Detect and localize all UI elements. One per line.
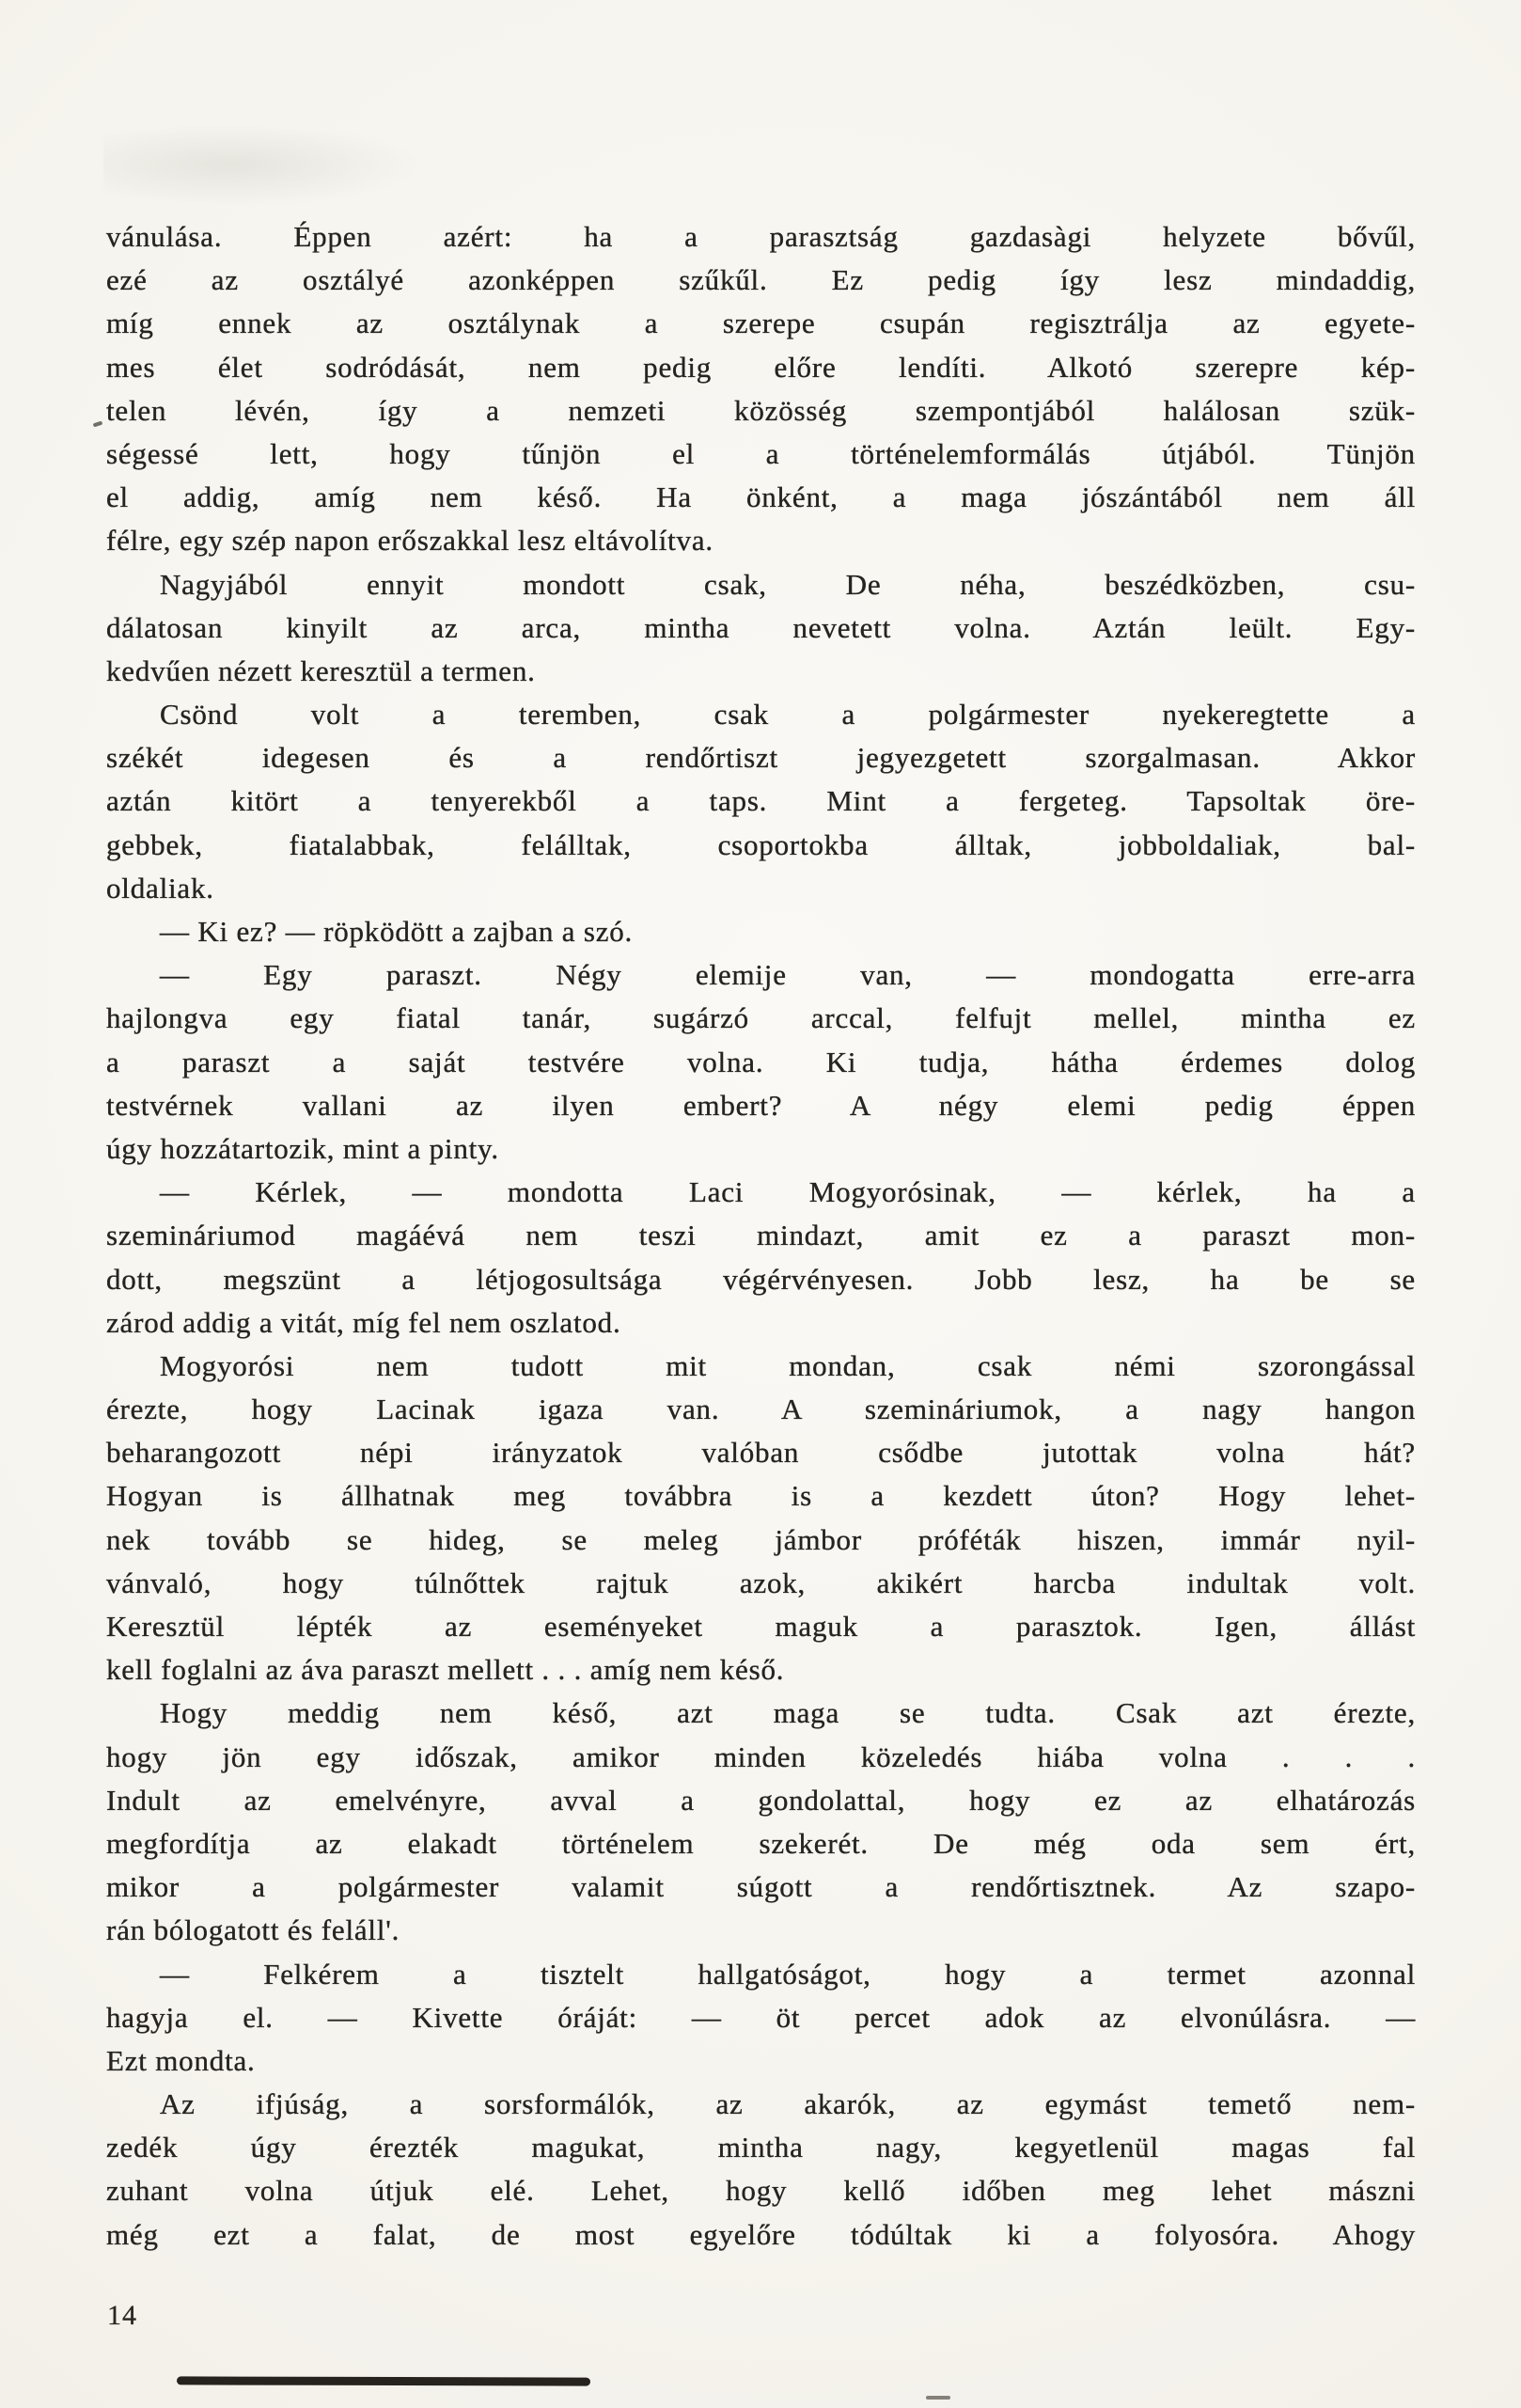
text-line: kell foglalni az áva paraszt mellett . . . amíg nem késő. xyxy=(106,1653,785,1687)
text-line: zárod addig a vitát, míg fel nem oszlatod. xyxy=(106,1305,621,1339)
text-line: székét idegesen és a rendőrtiszt jegyezgetett szorgalmasan. Akkor xyxy=(106,741,1416,775)
text-line: nek tovább se hideg, se meleg jámbor próféták hiszen, immár nyil- xyxy=(106,1522,1416,1556)
text-line: mikor a polgármester valamit súgott a rendőrtisztnek. Az szapo- xyxy=(106,1870,1416,1904)
text-line: el addig, amíg nem késő. Ha önként, a maga jószántából nem áll xyxy=(106,480,1416,514)
text-line: aztán kitört a tenyerekből a taps. Mint a fergeteg. Tapsoltak öre- xyxy=(106,784,1416,818)
text-line: — Kérlek, — mondotta Laci Mogyorósinak, — kérlek, ha a xyxy=(160,1175,1416,1209)
text-line: megfordítja az elakadt történelem szekerét. De még oda sem ért, xyxy=(106,1826,1416,1860)
text-line: zedék úgy érezték magukat, mintha nagy, kegyetlenül magas fal xyxy=(106,2131,1416,2164)
text-line: mes élet sodródását, nem pedig előre lendíti. Alkotó szerepre kép- xyxy=(106,350,1416,384)
text-line: míg ennek az osztálynak a szerepe csupán regisztrálja az egyete- xyxy=(106,307,1416,340)
text-line: zuhant volna útjuk elé. Lehet, hogy kellő időben meg lehet mászni xyxy=(106,2174,1416,2208)
text-line: érezte, hogy Lacinak igaza van. A szemináriumok, a nagy hangon xyxy=(106,1393,1416,1426)
text-line: még ezt a falat, de most egyelőre tódúltak ki a folyosóra. Ahogy xyxy=(106,2217,1416,2251)
text-line: félre, egy szép napon erőszakkal lesz eltávolítva. xyxy=(106,524,713,558)
text-line: testvérnek vallani az ilyen embert? A négy elemi pedig éppen xyxy=(106,1088,1416,1122)
text-line: hajlongva egy fiatal tanár, sugárzó arccal, felfujt mellel, mintha ez xyxy=(106,1001,1416,1035)
scan-artifact-bottom-streak xyxy=(177,2376,590,2385)
text-line: dott, megszünt a létjogosultsága végérvényesen. Jobb lesz, ha be se xyxy=(106,1262,1416,1296)
text-line: Nagyjából ennyit mondott csak, De néha, beszédközben, csu- xyxy=(160,567,1416,601)
text-line: — Egy paraszt. Négy elemije van, — mondogatta erre-arra xyxy=(160,958,1416,992)
text-line: dálatosan kinyilt az arca, mintha nevetett volna. Aztán leült. Egy- xyxy=(106,610,1416,644)
text-line: gebbek, fiatalabbak, felálltak, csoportokba álltak, jobboldaliak, bal- xyxy=(106,827,1416,861)
text-line: úgy hozzátartozik, mint a pinty. xyxy=(106,1131,499,1165)
text-line: kedvűen nézett keresztül a termen. xyxy=(106,653,536,687)
text-line: telen lévén, így a nemzeti közösség szempontjából halálosan szük- xyxy=(106,393,1416,427)
text-line: Hogyan is állhatnak meg továbbra is a kezdett úton? Hogy lehet- xyxy=(106,1479,1416,1513)
text-line: Az ifjúság, a sorsformálók, az akarók, az egymást temető nem- xyxy=(160,2087,1416,2121)
text-block xyxy=(106,215,1416,2257)
scan-smudge xyxy=(103,122,423,207)
text-line: oldaliak. xyxy=(106,871,214,905)
text-line: Indult az emelvényre, avval a gondolattal, hogy ez az elhatározás xyxy=(106,1783,1416,1817)
text-line: Csönd volt a teremben, csak a polgármester nyekeregtette a xyxy=(160,698,1416,732)
text-line: — Felkérem a tisztelt hallgatóságot, hogy a termet azonnal xyxy=(160,1957,1416,1991)
text-line: hogy jön egy időszak, amikor minden közeledés hiába volna . . . xyxy=(106,1739,1416,1773)
text-line: Keresztül lépték az eseményeket maguk a parasztok. Igen, állást xyxy=(106,1610,1416,1643)
text-line: Ezt mondta. xyxy=(106,2043,256,2077)
page-number: 14 xyxy=(107,2300,137,2331)
text-line: szemináriumod magáévá nem teszi mindazt, amit ez a paraszt mon- xyxy=(106,1219,1416,1252)
text-line: hagyja el. — Kivette óráját: — öt percet adok az elvonúlásra. — xyxy=(106,2000,1416,2034)
text-line: ségessé lett, hogy tűnjön el a történelemformálás útjából. Tünjön xyxy=(106,436,1416,470)
text-line: vánulása. Éppen azért: ha a parasztság gazdasàgi helyzete bővűl, xyxy=(106,220,1416,253)
scan-artifact-bottom-speck xyxy=(926,2396,950,2400)
text-line: — Ki ez? — röpködött a zajban a szó. xyxy=(160,915,634,948)
text-line: rán bólogatott és feláll'. xyxy=(106,1913,400,1947)
scan-artifact-left-edge xyxy=(93,421,103,428)
text-line: Mogyorósi nem tudott mit mondan, csak némi szorongással xyxy=(160,1348,1416,1382)
text-line: Hogy meddig nem késő, azt maga se tudta. Csak azt érezte, xyxy=(160,1696,1416,1730)
text-line: beharangozott népi irányzatok valóban csődbe jutottak volna hát? xyxy=(106,1436,1416,1470)
text-line: ezé az osztályé azonképpen szűkűl. Ez pedig így lesz mindaddig, xyxy=(106,263,1416,297)
text-line: vánvaló, hogy túlnőttek rajtuk azok, akikért harcba indultak volt. xyxy=(106,1566,1416,1599)
text-line: a paraszt a saját testvére volna. Ki tudja, hátha érdemes dolog xyxy=(106,1045,1416,1078)
